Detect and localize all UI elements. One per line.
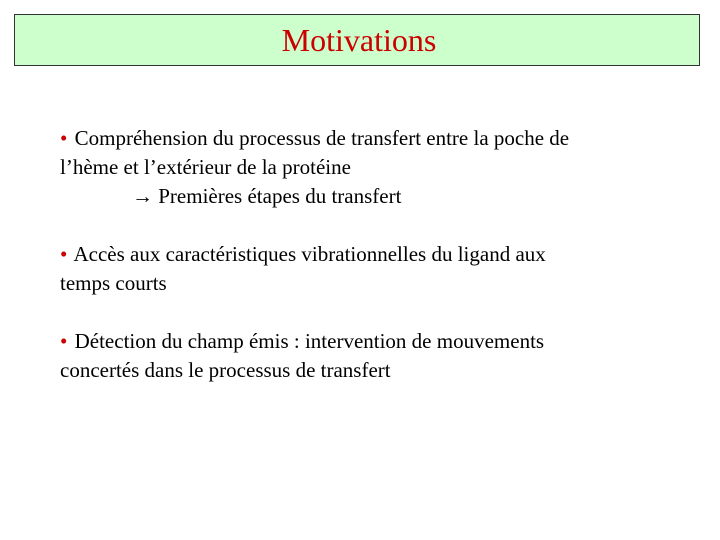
- bullet-icon: •: [60, 126, 68, 150]
- bullet-item-2: [60, 240, 680, 298]
- slide-title: Motivations: [281, 22, 437, 58]
- title-box: [14, 14, 700, 66]
- bullet-item-1: [60, 124, 680, 211]
- bullet-2-line-2: temps courts: [60, 271, 167, 295]
- bullet-icon: •: [60, 242, 68, 266]
- bullet-2-line-1: Accès aux caractéristiques vibrationnelles du ligand aux: [73, 242, 546, 266]
- bullet-item-3: [60, 327, 680, 385]
- bullet-list: [60, 124, 680, 385]
- bullet-icon: •: [60, 329, 68, 353]
- bullet-3-line-2: concertés dans le processus de transfert: [60, 358, 391, 382]
- bullet-3-line-1: Détection du champ émis : intervention de mouvements: [74, 329, 545, 353]
- bullet-1-line-1: Compréhension du processus de transfert entre la poche de: [74, 126, 570, 150]
- bullet-1-sub-line: → Premières étapes du transfert: [132, 184, 402, 208]
- bullet-1-line-2: l’hème et l’extérieur de la protéine: [60, 155, 351, 179]
